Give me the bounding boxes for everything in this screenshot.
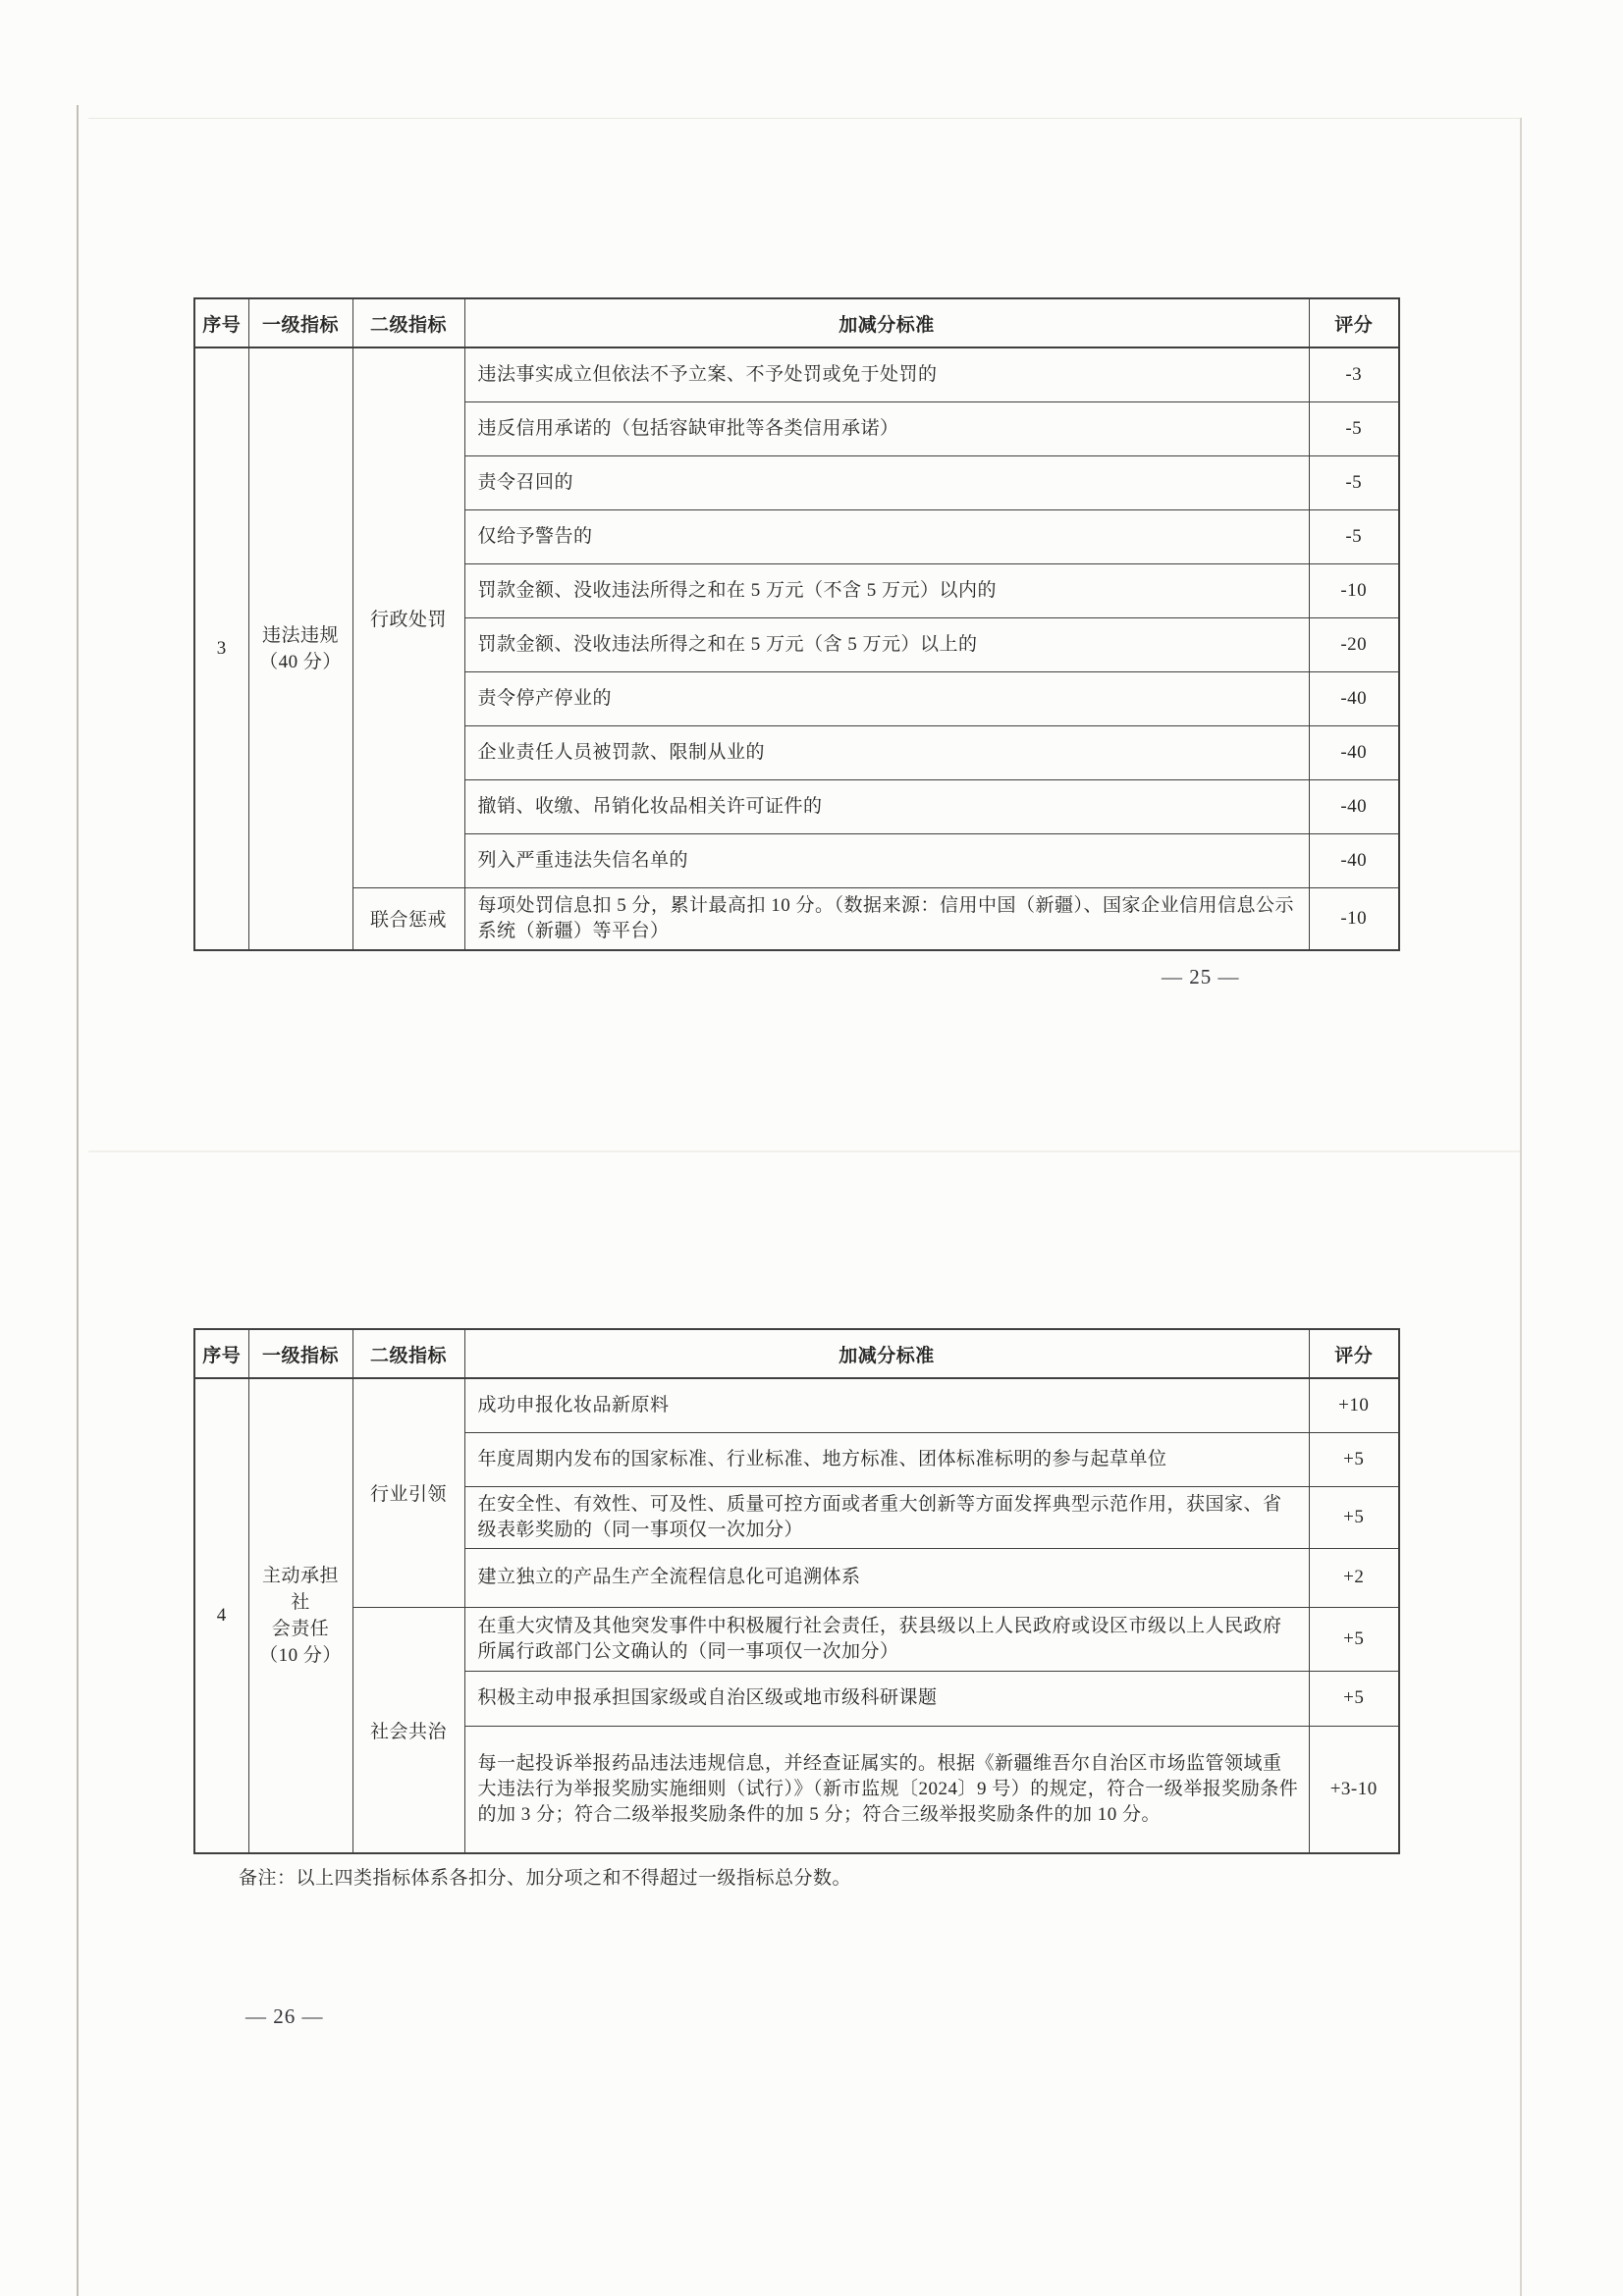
- score-cell: +5: [1309, 1432, 1399, 1486]
- criteria-cell: 积极主动申报承担国家级或自治区级或地市级科研课题: [464, 1671, 1309, 1726]
- criteria-cell: 每一起投诉举报药品违法违规信息，并经查证属实的。根据《新疆维吾尔自治区市场监管领域重大违法行为举报奖励实施细则（试行）》（新市监规〔2024〕9 号）的规定，符合一级举报奖励条件的加 3 分；符合二级举报奖励条件的加 5 分；符合三级举报奖励条件的加 10 分。: [464, 1726, 1309, 1853]
- table-header-row: [194, 298, 1399, 347]
- level1-line: 会责任: [271, 1619, 330, 1639]
- score-cell: -5: [1309, 455, 1399, 509]
- criteria-cell: 列入严重违法失信名单的: [464, 833, 1309, 887]
- header-level1: 一级指标: [248, 1329, 352, 1378]
- score-cell: +3-10: [1309, 1726, 1399, 1853]
- score-cell: -40: [1309, 779, 1399, 833]
- criteria-cell: 每项处罚信息扣 5 分，累计最高扣 10 分。（数据来源：信用中国（新疆）、国家企业信用信息公示系统（新疆）等平台）: [464, 887, 1309, 950]
- level1-line: （10 分）: [259, 1645, 342, 1666]
- score-cell: -10: [1309, 887, 1399, 950]
- score-cell: -3: [1309, 347, 1399, 401]
- table-header-row: [194, 1329, 1399, 1378]
- table-row: [194, 887, 1399, 950]
- score-cell: +5: [1309, 1486, 1399, 1548]
- indicator-table-page26: [193, 1328, 1400, 1854]
- criteria-cell: 责令停产停业的: [464, 671, 1309, 725]
- score-cell: +10: [1309, 1378, 1399, 1432]
- header-seq: 序号: [194, 1329, 248, 1378]
- level1-cell: [248, 1378, 352, 1853]
- score-cell: -40: [1309, 671, 1399, 725]
- score-cell: +2: [1309, 1548, 1399, 1607]
- page-edge-line-right: [1520, 118, 1522, 2296]
- level1-line: 违法违规: [261, 625, 339, 646]
- header-score: 评分: [1309, 1329, 1399, 1378]
- indicator-table-page25: [193, 297, 1400, 951]
- criteria-cell: 罚款金额、没收违法所得之和在 5 万元（含 5 万元）以上的: [464, 617, 1309, 671]
- criteria-cell: 年度周期内发布的国家标准、行业标准、地方标准、团体标准标明的参与起草单位: [464, 1432, 1309, 1486]
- table-row: [194, 1607, 1399, 1671]
- score-cell: +5: [1309, 1607, 1399, 1671]
- level1-cell: [248, 347, 352, 950]
- score-cell: -20: [1309, 617, 1399, 671]
- score-cell: -40: [1309, 725, 1399, 779]
- score-cell: -5: [1309, 401, 1399, 455]
- score-cell: -40: [1309, 833, 1399, 887]
- page-separator-line: [88, 1150, 1520, 1152]
- criteria-cell: 建立独立的产品生产全流程信息化可追溯体系: [464, 1548, 1309, 1607]
- header-criteria: 加减分标准: [464, 1329, 1309, 1378]
- seq-cell: 4: [194, 1378, 248, 1853]
- header-score: 评分: [1309, 298, 1399, 347]
- score-cell: -10: [1309, 563, 1399, 617]
- page-number-25: — 25 —: [1162, 965, 1240, 988]
- header-level1: 一级指标: [248, 298, 352, 347]
- page-edge-line-left: [77, 105, 79, 2296]
- criteria-cell: 在重大灾情及其他突发事件中积极履行社会责任，获县级以上人民政府或设区市级以上人民政府所属行政部门公文确认的（同一事项仅一次加分）: [464, 1607, 1309, 1671]
- criteria-cell: 在安全性、有效性、可及性、质量可控方面或者重大创新等方面发挥典型示范作用，获国家、省级表彰奖励的（同一事项仅一次加分）: [464, 1486, 1309, 1548]
- level1-line: （40 分）: [259, 652, 342, 672]
- criteria-cell: 撤销、收缴、吊销化妆品相关许可证件的: [464, 779, 1309, 833]
- seq-cell: 3: [194, 347, 248, 950]
- criteria-cell: 企业责任人员被罚款、限制从业的: [464, 725, 1309, 779]
- score-cell: +5: [1309, 1671, 1399, 1726]
- footnote: 备注：以上四类指标体系各扣分、加分项之和不得超过一级指标总分数。: [239, 1868, 852, 1889]
- header-seq: 序号: [194, 298, 248, 347]
- level2-cell: 行业引领: [352, 1378, 464, 1607]
- header-criteria: 加减分标准: [464, 298, 1309, 347]
- criteria-cell: 仅给予警告的: [464, 509, 1309, 563]
- criteria-cell: 责令召回的: [464, 455, 1309, 509]
- score-cell: -5: [1309, 509, 1399, 563]
- level2-cell: 社会共治: [352, 1607, 464, 1853]
- page-edge-line-top: [88, 118, 1520, 119]
- criteria-cell: 成功申报化妆品新原料: [464, 1378, 1309, 1432]
- header-level2: 二级指标: [352, 298, 464, 347]
- criteria-cell: 罚款金额、没收违法所得之和在 5 万元（不含 5 万元）以内的: [464, 563, 1309, 617]
- header-level2: 二级指标: [352, 1329, 464, 1378]
- criteria-cell: 违反信用承诺的（包括容缺审批等各类信用承诺）: [464, 401, 1309, 455]
- page-number-26: — 26 —: [245, 2004, 324, 2028]
- table-row: [194, 347, 1399, 401]
- level2-cell: 行政处罚: [352, 347, 464, 887]
- level2-cell: 联合惩戒: [352, 887, 464, 950]
- table-row: [194, 1378, 1399, 1432]
- level1-line: 主动承担社: [261, 1566, 339, 1613]
- criteria-cell: 违法事实成立但依法不予立案、不予处罚或免于处罚的: [464, 347, 1309, 401]
